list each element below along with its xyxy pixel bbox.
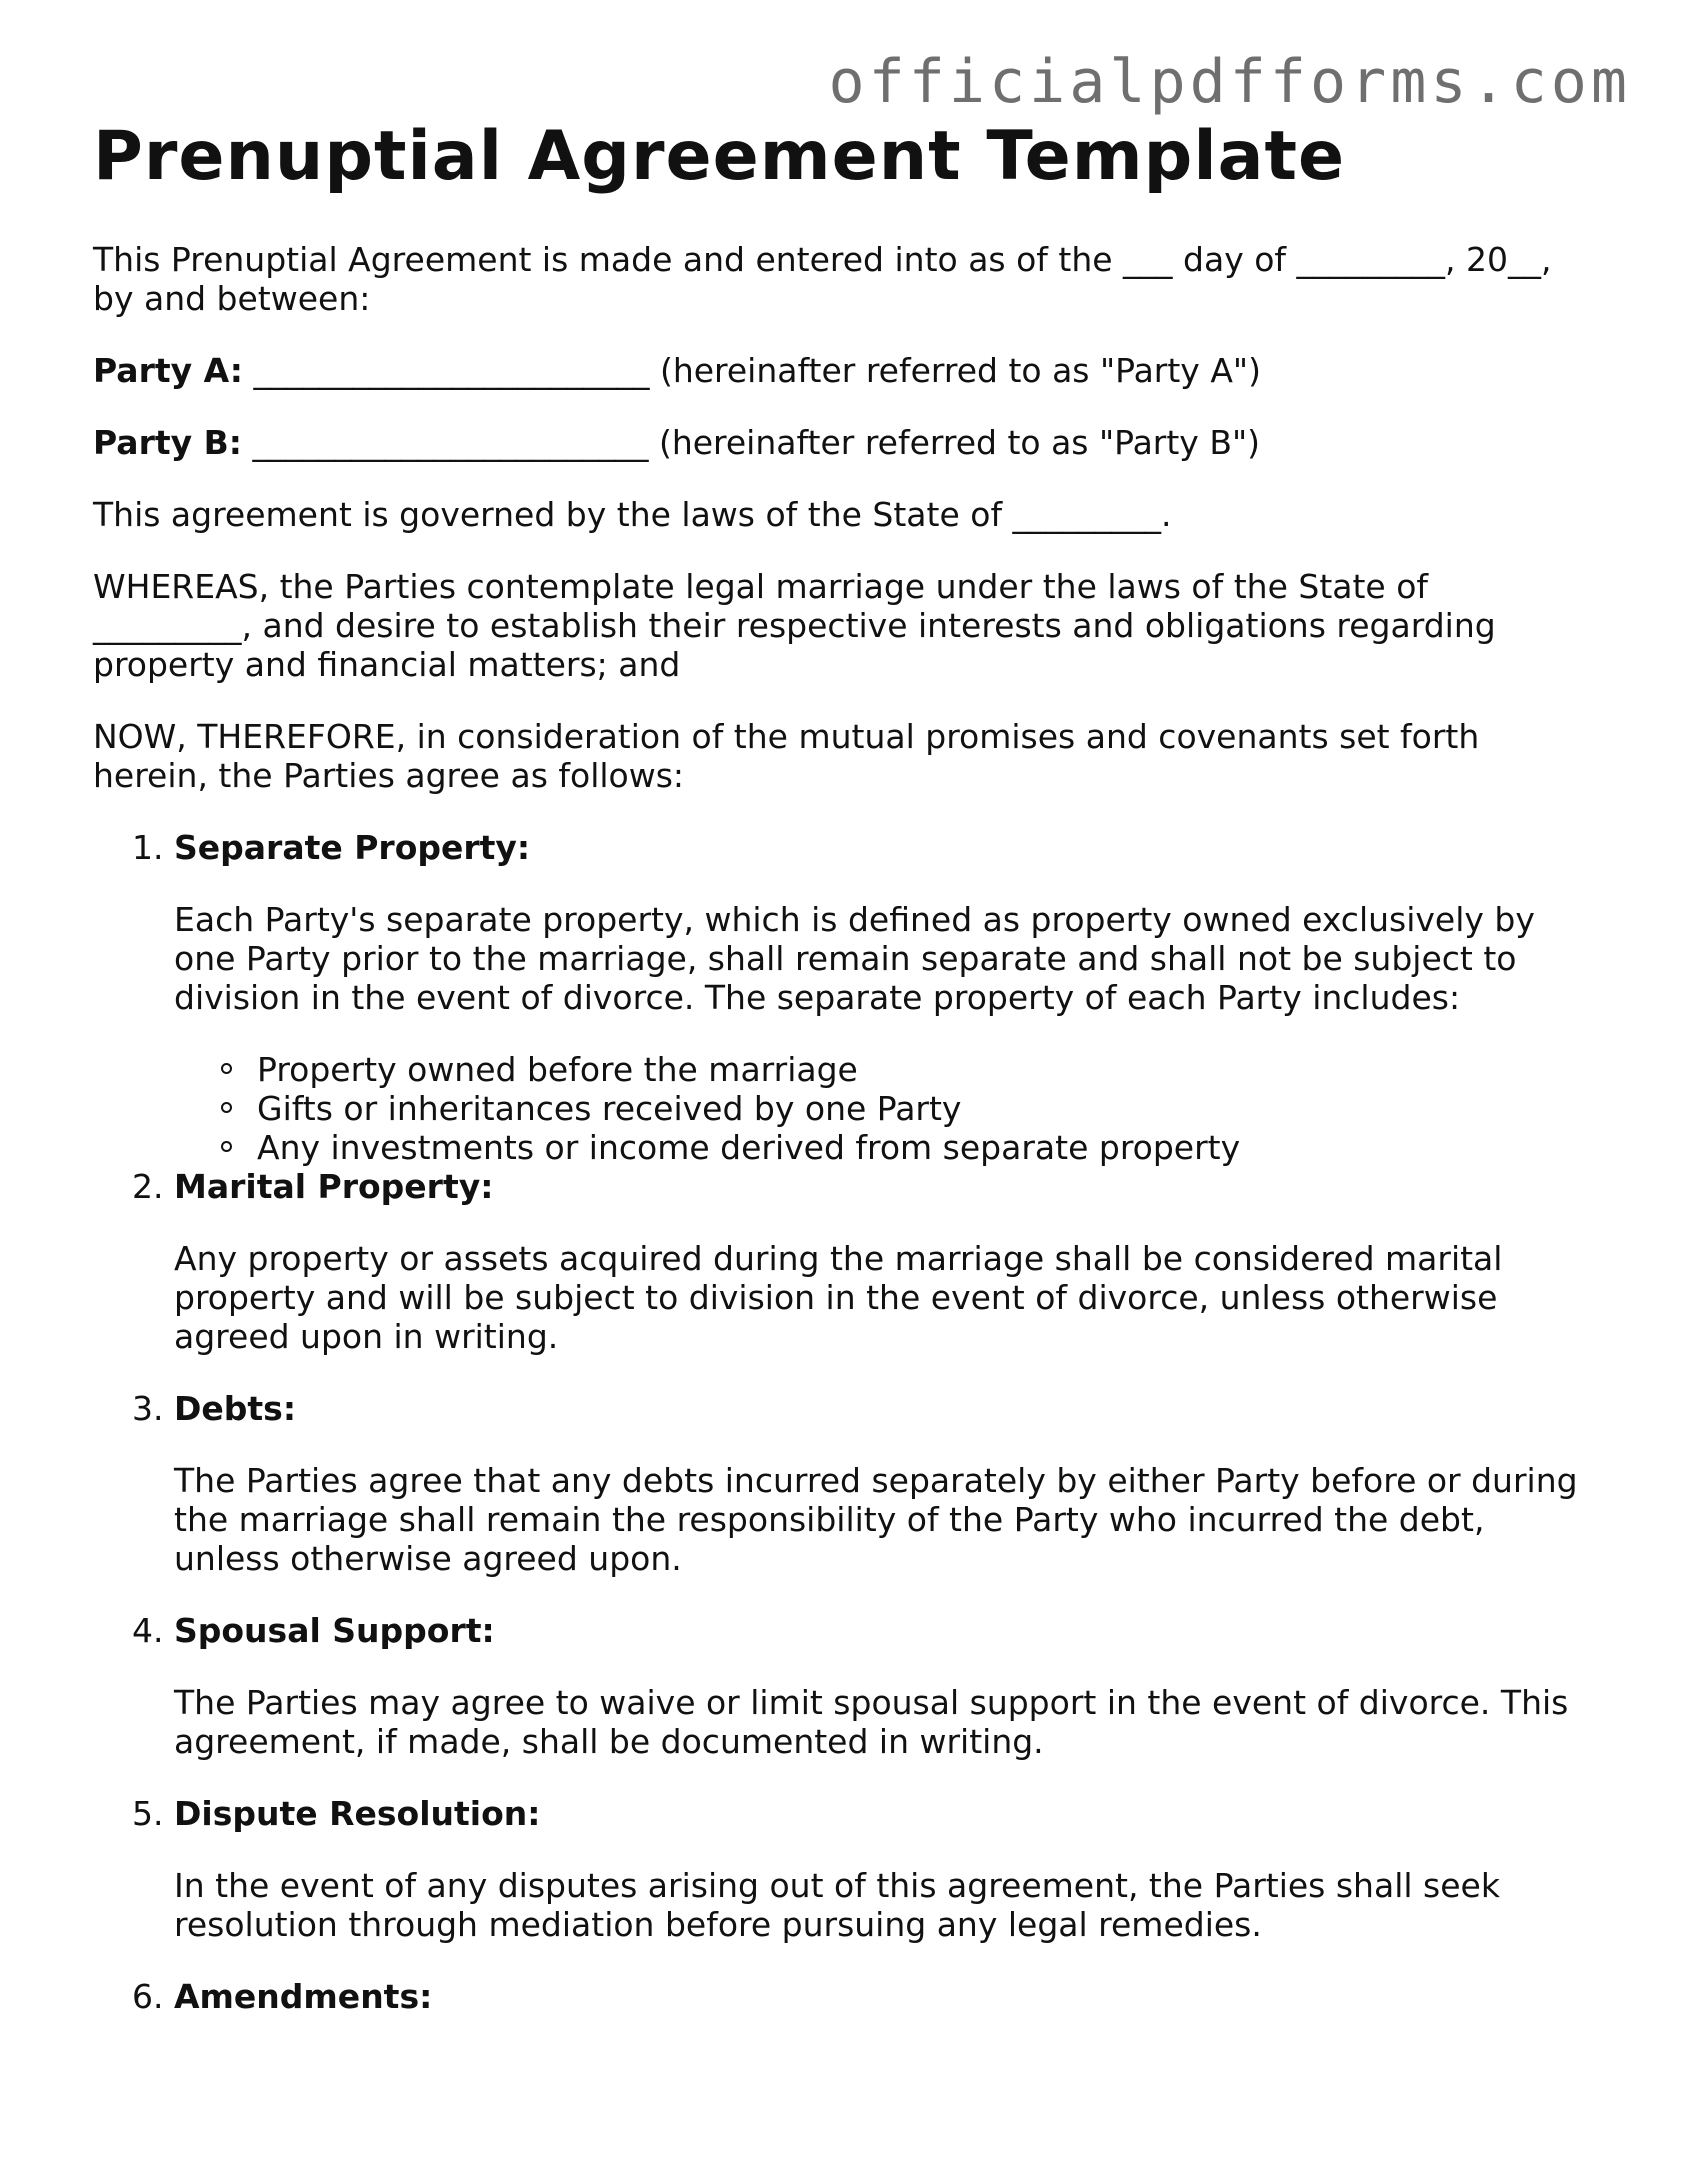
party-a-label: Party A: (93, 351, 243, 391)
section-title: 4. Spousal Support: (174, 1611, 495, 1651)
bullet-circle-icon (221, 1141, 232, 1152)
party-a-line (93, 351, 1593, 390)
party-b-line (93, 423, 1593, 462)
list-item-text: Any investments or income derived from separate property (257, 1128, 1241, 1168)
governing-law-paragraph: This agreement is governed by the laws of the State of _________. (93, 495, 1172, 535)
section-body: The Parties agree that any debts incurred separately by either Party before or during the marriage shall remain the responsibility of the Party who incurred the debt, unless otherwise agreed upon. (174, 1461, 1578, 1579)
section-marital-property (174, 1167, 1593, 1356)
section-title: 2. Marital Property: (174, 1167, 494, 1207)
section-amendments (174, 1977, 1593, 2016)
section-separate-property (174, 828, 1593, 1167)
list-item-text: Gifts or inheritances received by one Party (257, 1089, 962, 1129)
watermark: officialpdfforms.com (828, 47, 1631, 117)
list-item-text: Property owned before the marriage (257, 1050, 858, 1090)
section-debts (174, 1389, 1593, 1578)
bullet-circle-icon (221, 1063, 232, 1074)
list-item (257, 1050, 1593, 1089)
party-b-text: ________________________ (hereinafter referred to as "Party B") (241, 423, 1261, 463)
section-title: 1. Separate Property: (174, 828, 531, 868)
section-body: Any property or assets acquired during the marriage shall be considered marital property and will be subject to division in the event of divorce, unless otherwise agreed upon in writing. (174, 1239, 1503, 1357)
section-title: 6. Amendments: (174, 1977, 433, 2017)
section-title: 3. Debts: (174, 1389, 297, 1429)
now-therefore-paragraph: NOW, THEREFORE, in consideration of the mutual promises and covenants set forth herein, the Parties agree as follows: (93, 717, 1480, 796)
sections-list (93, 828, 1593, 2016)
section-body: In the event of any disputes arising out of this agreement, the Parties shall seek resolution through mediation before pursuing any legal remedies. (174, 1866, 1500, 1945)
list-item (257, 1089, 1593, 1128)
section-dispute-resolution (174, 1794, 1593, 1944)
party-a-text: ________________________ (hereinafter referred to as "Party A") (242, 351, 1261, 391)
section-body: The Parties may agree to waive or limit spousal support in the event of divorce. This agreement, if made, shall be documented in writing. (174, 1683, 1569, 1762)
separate-property-items (174, 1050, 1593, 1167)
page-title: Prenuptial Agreement Template (93, 117, 1346, 196)
section-title: 5. Dispute Resolution: (174, 1794, 541, 1834)
party-b-label: Party B: (93, 423, 242, 463)
bullet-circle-icon (221, 1102, 232, 1113)
document-page (93, 118, 1593, 2049)
section-spousal-support (174, 1611, 1593, 1761)
section-body: Each Party's separate property, which is defined as property owned exclusively by one Party prior to the marriage, shall remain separate and shall not be subject to division in the event of divorce. The separate property of each Party includes: (174, 900, 1535, 1018)
intro-paragraph: This Prenuptial Agreement is made and entered into as of the ___ day of _________, 20__, by and between: (93, 240, 1552, 319)
list-item (257, 1128, 1593, 1167)
whereas-paragraph: WHEREAS, the Parties contemplate legal marriage under the laws of the State of _________, and desire to establish their respective interests and obligations regarding property and financial matters; and (93, 567, 1496, 685)
